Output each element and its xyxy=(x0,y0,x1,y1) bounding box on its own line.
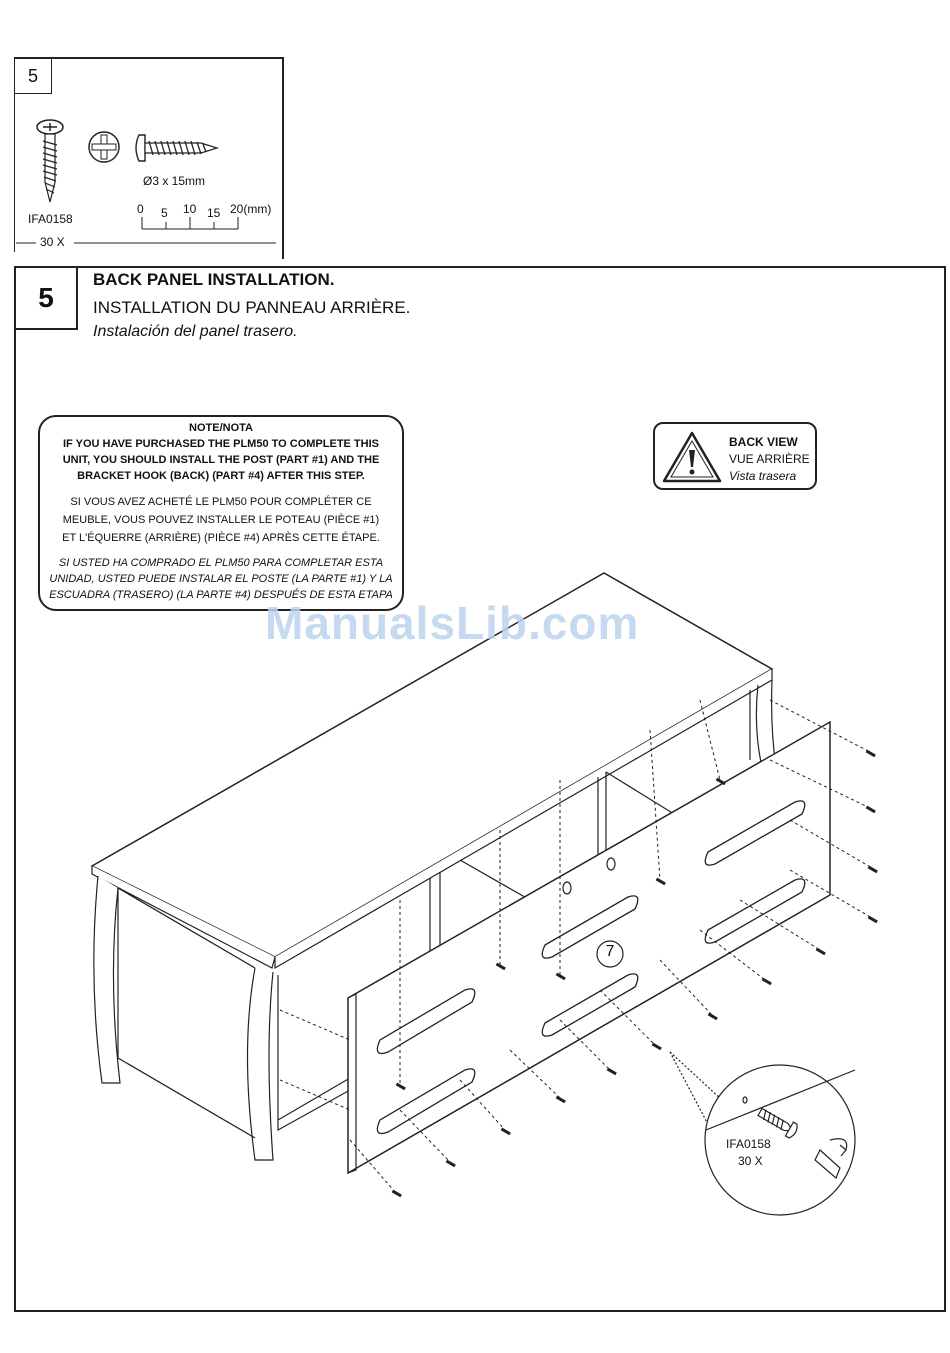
note-es-line: ESCUADRA (TRASERO) (LA PARTE #4) DESPUÉS DE ESTA ETAPA xyxy=(49,589,393,601)
ruler-tick-label: 15 xyxy=(207,206,221,220)
callout-part-code: IFA0158 xyxy=(726,1137,771,1151)
step-title-es: Instalación del panel trasero. xyxy=(93,323,298,340)
hardware-size-label: Ø3 x 15mm xyxy=(143,174,206,188)
note-heading: NOTE/NOTA xyxy=(189,422,253,434)
ruler-tick-label: 5 xyxy=(161,206,168,220)
note-es-line: UNIDAD, USTED PUEDE INSTALAR EL POSTE (LA PARTE #1) Y LA xyxy=(49,573,393,585)
ruler-tick-label: 20(mm) xyxy=(230,202,272,216)
ruler-tick-label: 0 xyxy=(137,202,144,216)
note-en-line: UNIT, YOU SHOULD INSTALL THE POST (PART #1) AND THE xyxy=(62,454,380,466)
hardware-step-number: 5 xyxy=(15,59,52,94)
step-title-en: BACK PANEL INSTALLATION. xyxy=(93,270,335,289)
note-en-line: IF YOU HAVE PURCHASED THE PLM50 TO COMPLETE THIS xyxy=(63,438,379,450)
hardware-quantity: 30 X xyxy=(40,235,65,249)
note-es-line: SI USTED HA COMPRADO EL PLM50 PARA COMPLETAR ESTA xyxy=(58,557,384,569)
watermark: ManualsLib.com xyxy=(265,597,640,649)
note-fr-line: ET L'ÉQUERRE (ARRIÈRE) (PIÈCE #4) APRÈS CETTE ÉTAPE. xyxy=(62,532,380,544)
ruler-tick-label: 10 xyxy=(183,202,197,216)
panel-number-label: 7 xyxy=(605,943,615,960)
callout-quantity: 30 X xyxy=(738,1154,763,1168)
note-fr-line: MEUBLE, VOUS POUVEZ INSTALLER LE POTEAU (PIÈCE #1) xyxy=(62,514,380,526)
back-view-es: Vista trasera xyxy=(729,469,797,483)
back-view-fr: VUE ARRIÈRE xyxy=(729,452,810,466)
step-number: 5 xyxy=(16,268,78,330)
step-title-fr: INSTALLATION DU PANNEAU ARRIÈRE. xyxy=(93,298,411,317)
back-view-en: BACK VIEW xyxy=(729,435,798,449)
note-fr-line: SI VOUS AVEZ ACHETÉ LE PLM50 POUR COMPLÉTER CE xyxy=(70,496,372,508)
hardware-part-code: IFA0158 xyxy=(28,212,73,226)
note-en-line: BRACKET HOOK (BACK) (PART #4) AFTER THIS STEP. xyxy=(77,470,365,482)
